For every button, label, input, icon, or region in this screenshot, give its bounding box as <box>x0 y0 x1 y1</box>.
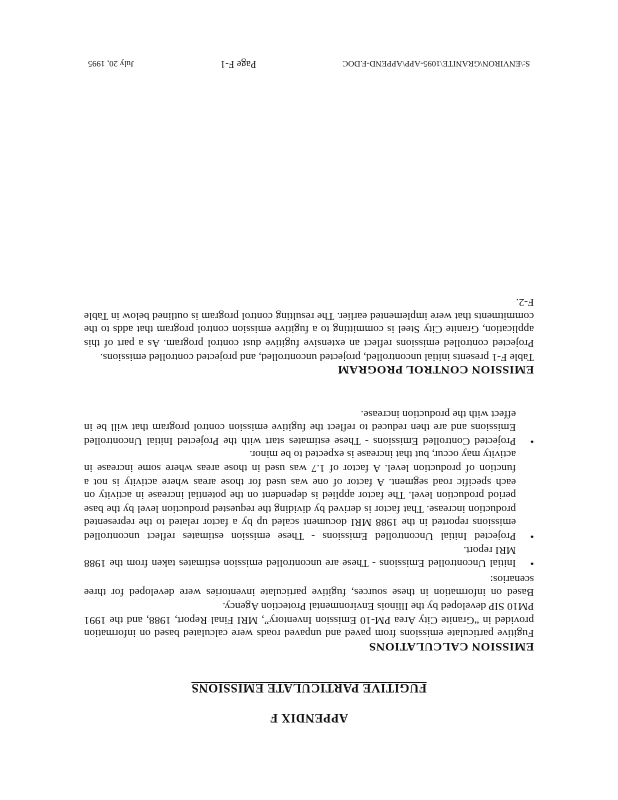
appendix-title: APPENDIX F <box>269 711 349 725</box>
footer-date: July 20, 1995 <box>88 59 135 69</box>
paragraph-scenarios: Based on information in these sources, fugitive particulate inventories were developed for three scenarios: <box>84 572 534 599</box>
paragraph-table-f1: Table F-1 presents initial uncontrolled, projected uncontrolled, and projected controlled emissions. <box>100 350 534 363</box>
list-item: • Projected Initial Uncontrolled Emissions - These emission estimates reflect uncontrolled emissions reported in the 1988 MRI document scaled up by a factor related to the represented production increase. That factor is derived by dividing the requested production level by the base period production level. The factor applied is dependent on the potential increase in activity on each specific road segment. A factor of one was used for those areas where activity is not a function of production level. A factor of 1.7 was used in those areas where some increase in activity may occur, but that increase is expected to be minor. <box>84 447 534 542</box>
page-content <box>84 295 534 724</box>
footer-file-path: S:\ENVIRON\GRANITE\1095-APP\APPEND-F.DOC <box>342 59 530 69</box>
page-footer <box>88 58 530 69</box>
list-item: • Initial Uncontrolled Emissions - These are uncontrolled emission estimates taken from the 1988 MRI report. <box>84 542 534 569</box>
appendix-subtitle: FUGITIVE PARTICULATE EMISSIONS <box>191 681 427 696</box>
paragraph-control-program: Projected controlled emissions reflect an extensive fugitive dust control program. As a part of this application, Granite City Steel is committing to a fugitive emission control program that adds to the commitments that were implemented earlier. The resulting control program is outlined below in Table F-2. <box>84 296 534 349</box>
section-heading-emission-calculations: EMISSION CALCULATIONS <box>368 639 534 654</box>
paragraph-sources: Fugitive particulate emissions from paved and unpaved roads were calculated based on information provided in “Granite City Area PM-10 Emission Inventory”, MRI Final Report, 1988, and the 1991 PM10 SIP developed by the Illinois Environmental Protection Agency. <box>84 600 534 640</box>
section-heading-emission-control-program: EMISSION CONTROL PROGRAM <box>337 363 534 378</box>
list-item: • Projected Controlled Emissions - These estimates start with the Projected Initial Uncontrolled Emissions and are then reduced to reflect the fugitive emission control program that will be in effect with the production increase. <box>84 406 534 447</box>
scenario-list <box>84 406 534 569</box>
footer-page-number: Page F-1 <box>220 58 257 69</box>
